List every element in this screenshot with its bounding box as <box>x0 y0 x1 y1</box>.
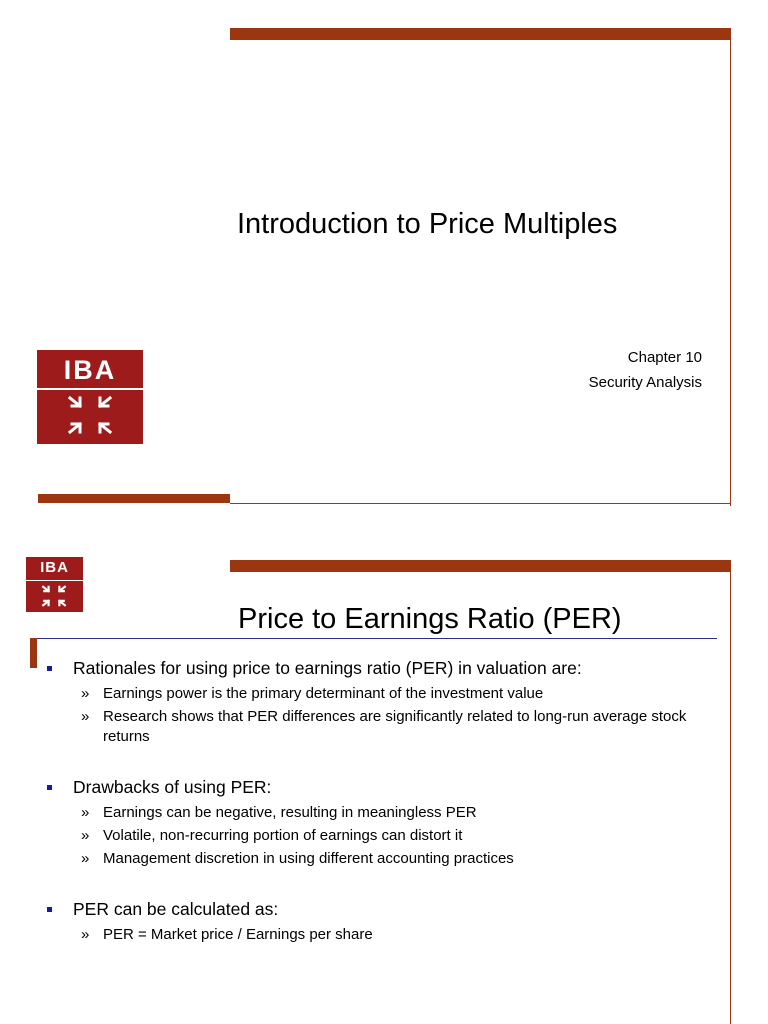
sub-bullet-text: Research shows that PER differences are significantly related to long-run average stock returns <box>103 708 687 745</box>
iba-logo <box>26 557 83 612</box>
sub-bullet-marker: » <box>81 685 90 702</box>
sub-bullet-marker: » <box>81 804 90 821</box>
iba-logo-text: IBA <box>40 559 69 576</box>
sub-bullet-text: Earnings can be negative, resulting in meaningless PER <box>103 804 477 821</box>
sub-bullet-item <box>46 803 726 823</box>
bullet-group <box>46 775 726 869</box>
sub-bullet-item <box>46 684 726 704</box>
bottom-border-line <box>230 503 731 504</box>
top-accent-bar <box>230 560 730 572</box>
sub-bullet-marker: » <box>81 850 90 867</box>
bullet-item: Rationales for using price to earnings ratio (PER) in valuation are: <box>46 656 726 680</box>
bullet-list <box>46 656 726 973</box>
top-accent-bar <box>230 28 730 40</box>
sub-bullet-marker: » <box>81 926 90 943</box>
title-slide <box>0 0 768 510</box>
sub-bullet-marker: » <box>81 708 90 725</box>
sub-bullet-item <box>46 826 726 846</box>
sub-bullet-text: Earnings power is the primary determinant of the investment value <box>103 685 544 702</box>
sub-bullet-item <box>46 849 726 869</box>
arrows-emblem-icon <box>41 584 67 608</box>
sub-bullet-text: Volatile, non-recurring portion of earnings can distort it <box>103 827 463 844</box>
sub-bullet-marker: » <box>81 827 90 844</box>
right-border-line <box>730 28 731 506</box>
slide-title: Introduction to Price Multiples <box>237 208 618 240</box>
bullet-item: Drawbacks of using PER: <box>46 775 726 799</box>
right-border-line <box>730 560 731 1024</box>
bottom-accent-bar <box>38 494 230 503</box>
arrows-emblem-icon <box>66 394 114 436</box>
title-underline <box>37 638 717 639</box>
left-accent-mark <box>30 638 37 668</box>
sub-bullet-item <box>46 925 726 945</box>
slide-title: Price to Earnings Ratio (PER) <box>238 603 622 635</box>
sub-bullet-text: Management discretion in using different accounting practices <box>103 850 514 867</box>
course-label: Security Analysis <box>588 374 702 391</box>
logo-divider <box>26 580 83 581</box>
logo-divider <box>37 388 143 390</box>
bullet-group <box>46 656 726 747</box>
content-slide <box>0 510 768 1024</box>
sub-bullet-text: PER = Market price / Earnings per share <box>103 926 373 943</box>
chapter-label: Chapter 10 <box>627 349 702 366</box>
bullet-group <box>46 897 726 945</box>
iba-logo-text: IBA <box>63 355 117 385</box>
iba-logo <box>37 350 143 444</box>
bullet-item: PER can be calculated as: <box>46 897 726 921</box>
sub-bullet-item <box>46 707 726 747</box>
